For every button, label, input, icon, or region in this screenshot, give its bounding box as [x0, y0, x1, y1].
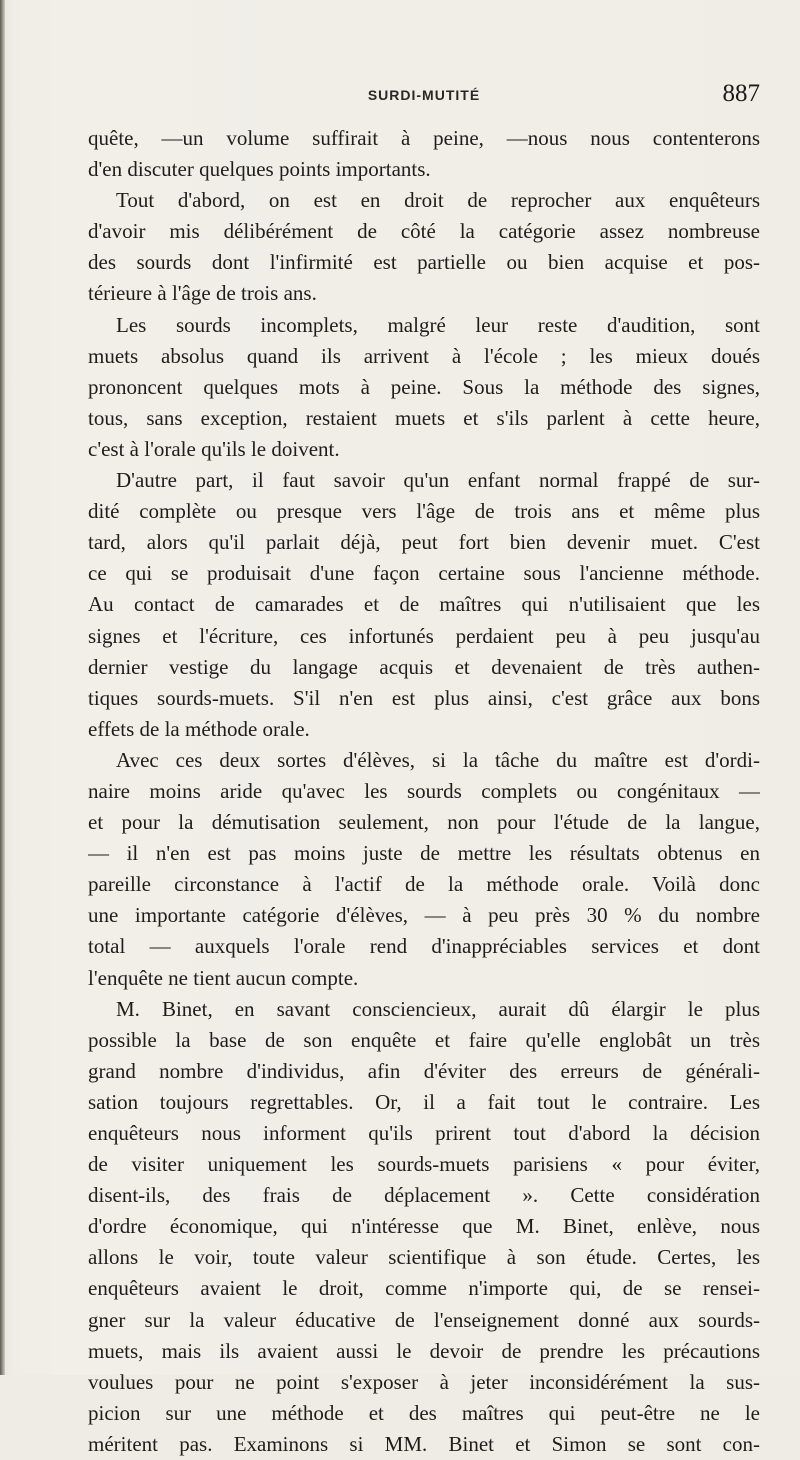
- text-line: naire moins aride qu'avec les sourds complets ou congénitaux —: [88, 778, 760, 803]
- text-line: voulues pour ne point s'exposer à jeter inconsidérément la sus-: [88, 1369, 760, 1394]
- text-line: D'autre part, il faut savoir qu'un enfant normal frappé de sur-: [116, 468, 760, 493]
- text-line: dernier vestige du langage acquis et devenaient de très authen-: [88, 654, 760, 679]
- text-line: et pour la démutisation seulement, non pour l'étude de la langue,: [88, 810, 760, 835]
- text-line: — il n'en est pas moins juste de mettre les résultats obtenus en: [88, 841, 760, 866]
- body-text: [88, 123, 760, 1460]
- text-line: d'en discuter quelques points importants.: [88, 157, 431, 182]
- text-line: tiques sourds-muets. S'il n'en est plus ainsi, c'est grâce aux bons: [88, 685, 760, 710]
- text-line: total — auxquels l'orale rend d'inappréciables services et dont: [88, 934, 760, 959]
- text-line: disent-ils, des frais de déplacement ». Cette considération: [88, 1183, 760, 1208]
- text-line: d'avoir mis délibérément de côté la catégorie assez nombreuse: [88, 219, 760, 244]
- text-line: gner sur la valeur éducative de l'enseignement donné aux sourds-: [88, 1307, 760, 1332]
- text-line: quête, —un volume suffirait à peine, —nous nous contenterons: [88, 126, 760, 150]
- text-line: prononcent quelques mots à peine. Sous la méthode des signes,: [88, 374, 760, 399]
- text-line: Les sourds incomplets, malgré leur reste d'audition, sont: [116, 312, 760, 337]
- running-title: SURDI-MUTITÉ: [367, 87, 481, 103]
- text-line: tard, alors qu'il parlait déjà, peut fort bien devenir muet. C'est: [88, 530, 760, 555]
- text-line: picion sur une méthode et des maîtres qui peut-être ne le: [88, 1400, 760, 1425]
- text-line: Avec ces deux sortes d'élèves, si la tâche du maître est d'ordi-: [116, 747, 760, 772]
- text-line: des sourds dont l'infirmité est partielle ou bien acquise et pos-: [88, 250, 760, 275]
- text-line: l'enquête ne tient aucun compte.: [88, 965, 359, 990]
- text-line: Tout d'abord, on est en droit de reprocher aux enquêteurs: [116, 188, 760, 213]
- text-line: enquêteurs nous informent qu'ils prirent tout d'abord la décision: [88, 1121, 760, 1145]
- text-line: Au contact de camarades et de maîtres qui n'utilisaient que les: [88, 592, 760, 617]
- text-line: tous, sans exception, restaient muets et s'ils parlent à cette heure,: [88, 405, 760, 430]
- text-line: sation toujours regrettables. Or, il a fait tout le contraire. Les: [88, 1089, 760, 1114]
- text-line: c'est à l'orale qu'ils le doivent.: [88, 436, 340, 461]
- text-line: muets, mais ils avaient aussi le devoir de prendre les précautions: [88, 1338, 760, 1363]
- running-head: [88, 80, 760, 110]
- text-line: signes et l'écriture, ces infortunés perdaient peu à peu jusqu'au: [88, 623, 760, 648]
- text-line: enquêteurs avaient le droit, comme n'importe qui, de se rensei-: [88, 1276, 760, 1301]
- page-number: 887: [722, 80, 760, 107]
- text-line: pareille circonstance à l'actif de la méthode orale. Voilà donc: [88, 872, 760, 897]
- text-line: possible la base de son enquête et faire qu'elle englobât un très: [88, 1027, 760, 1052]
- text-line: méritent pas. Examinons si MM. Binet et Simon se sont con-: [88, 1431, 760, 1456]
- page-binding-edge: [0, 0, 5, 1375]
- text-line: une importante catégorie d'élèves, — à peu près 30 % du nombre: [88, 903, 760, 928]
- text-line: de visiter uniquement les sourds-muets parisiens « pour éviter,: [88, 1152, 760, 1177]
- text-line: ce qui se produisait d'une façon certaine sous l'ancienne méthode.: [88, 561, 760, 586]
- text-line: térieure à l'âge de trois ans.: [88, 281, 317, 306]
- text-line: M. Binet, en savant consciencieux, aurait dû élargir le plus: [116, 996, 760, 1021]
- text-line: dité complète ou presque vers l'âge de trois ans et même plus: [88, 499, 760, 524]
- text-line: effets de la méthode orale.: [88, 716, 310, 741]
- text-line: grand nombre d'individus, afin d'éviter des erreurs de générali-: [88, 1058, 760, 1083]
- text-line: allons le voir, toute valeur scientifique à son étude. Certes, les: [88, 1245, 760, 1270]
- text-line: d'ordre économique, qui n'intéresse que M. Binet, enlève, nous: [88, 1214, 760, 1239]
- text-line: muets absolus quand ils arrivent à l'école ; les mieux doués: [88, 343, 760, 368]
